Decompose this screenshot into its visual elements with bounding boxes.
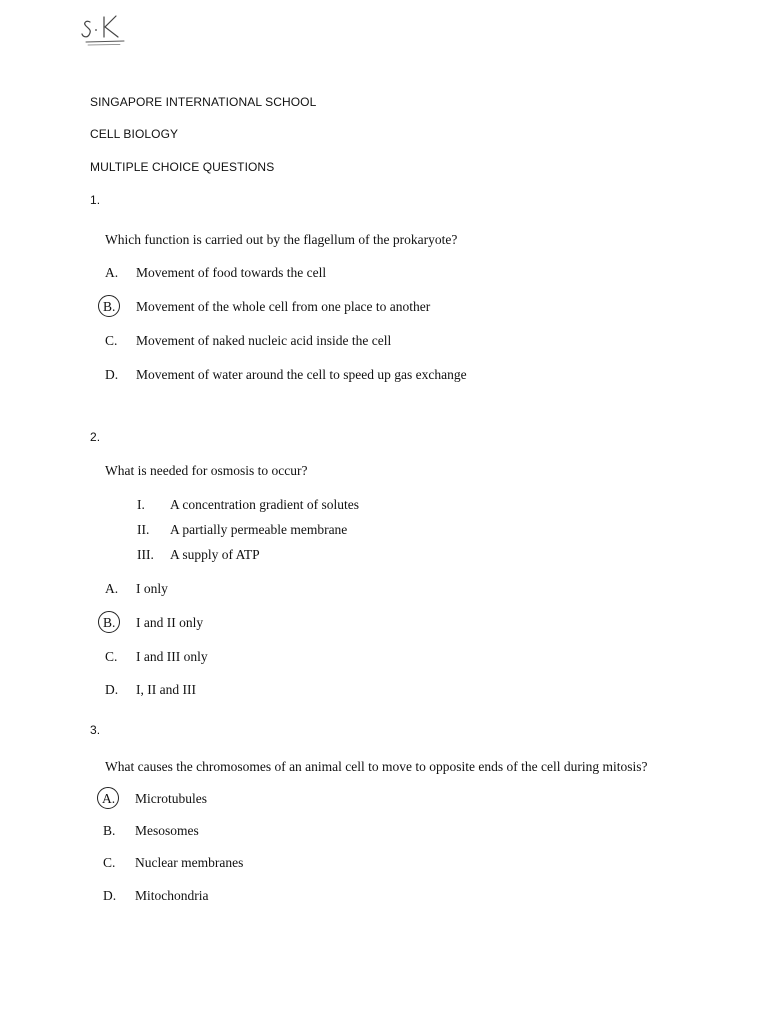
question-3-option-c-letter: C.: [103, 855, 116, 870]
question-2-option-c-text: I and III only: [136, 649, 208, 664]
question-1-option-a-text: Movement of food towards the cell: [136, 265, 327, 280]
question-2-option-c-letter: C.: [105, 649, 118, 664]
statement-3-text: A supply of ATP: [170, 547, 260, 562]
question-3-text: What causes the chromosomes of an animal cell to move to opposite ends of the cell during mitosis?: [105, 759, 648, 774]
question-3-option-b-letter: B.: [103, 823, 116, 838]
question-2-number: 2.: [90, 430, 101, 444]
question-2-option-a-letter: A.: [105, 581, 119, 596]
question-2-option-d-letter: D.: [105, 682, 119, 697]
question-1-number: 1.: [90, 193, 101, 207]
question-1-option-b-text: Movement of the whole cell from one place to another: [136, 299, 431, 314]
question-2-option-b-letter: B.: [103, 615, 116, 630]
question-3-option-a-text: Microtubules: [135, 791, 207, 806]
statement-3-numeral: III.: [137, 547, 154, 562]
question-3-option-a-letter: A.: [102, 791, 116, 806]
question-3-option-d-text: Mitochondria: [135, 888, 209, 903]
subject-title: CELL BIOLOGY: [90, 127, 179, 141]
question-1-option-c-letter: C.: [105, 333, 118, 348]
question-1-option-c-text: Movement of naked nucleic acid inside the cell: [136, 333, 392, 348]
question-3-number: 3.: [90, 723, 101, 737]
statement-2-numeral: II.: [137, 522, 150, 537]
question-2-option-a-text: I only: [136, 581, 168, 596]
statement-1-text: A concentration gradient of solutes: [170, 497, 359, 512]
statement-2-text: A partially permeable membrane: [170, 522, 348, 537]
question-3-option-b-text: Mesosomes: [135, 823, 199, 838]
question-1-option-d-text: Movement of water around the cell to speed up gas exchange: [136, 367, 467, 382]
question-1-option-b-letter: B.: [103, 299, 116, 314]
question-2-option-d-text: I, II and III: [136, 682, 196, 697]
question-1-text: Which function is carried out by the flagellum of the prokaryote?: [105, 232, 458, 247]
handwritten-initials: [80, 8, 128, 48]
question-3-option-c-text: Nuclear membranes: [135, 855, 244, 870]
question-1-option-d-letter: D.: [105, 367, 119, 382]
section-title: MULTIPLE CHOICE QUESTIONS: [90, 160, 275, 174]
statement-1-numeral: I.: [137, 497, 145, 512]
question-1-option-a-letter: A.: [105, 265, 119, 280]
question-2-text: What is needed for osmosis to occur?: [105, 463, 308, 478]
question-2-option-b-text: I and II only: [136, 615, 204, 630]
school-name: SINGAPORE INTERNATIONAL SCHOOL: [90, 95, 317, 109]
question-3-option-d-letter: D.: [103, 888, 117, 903]
